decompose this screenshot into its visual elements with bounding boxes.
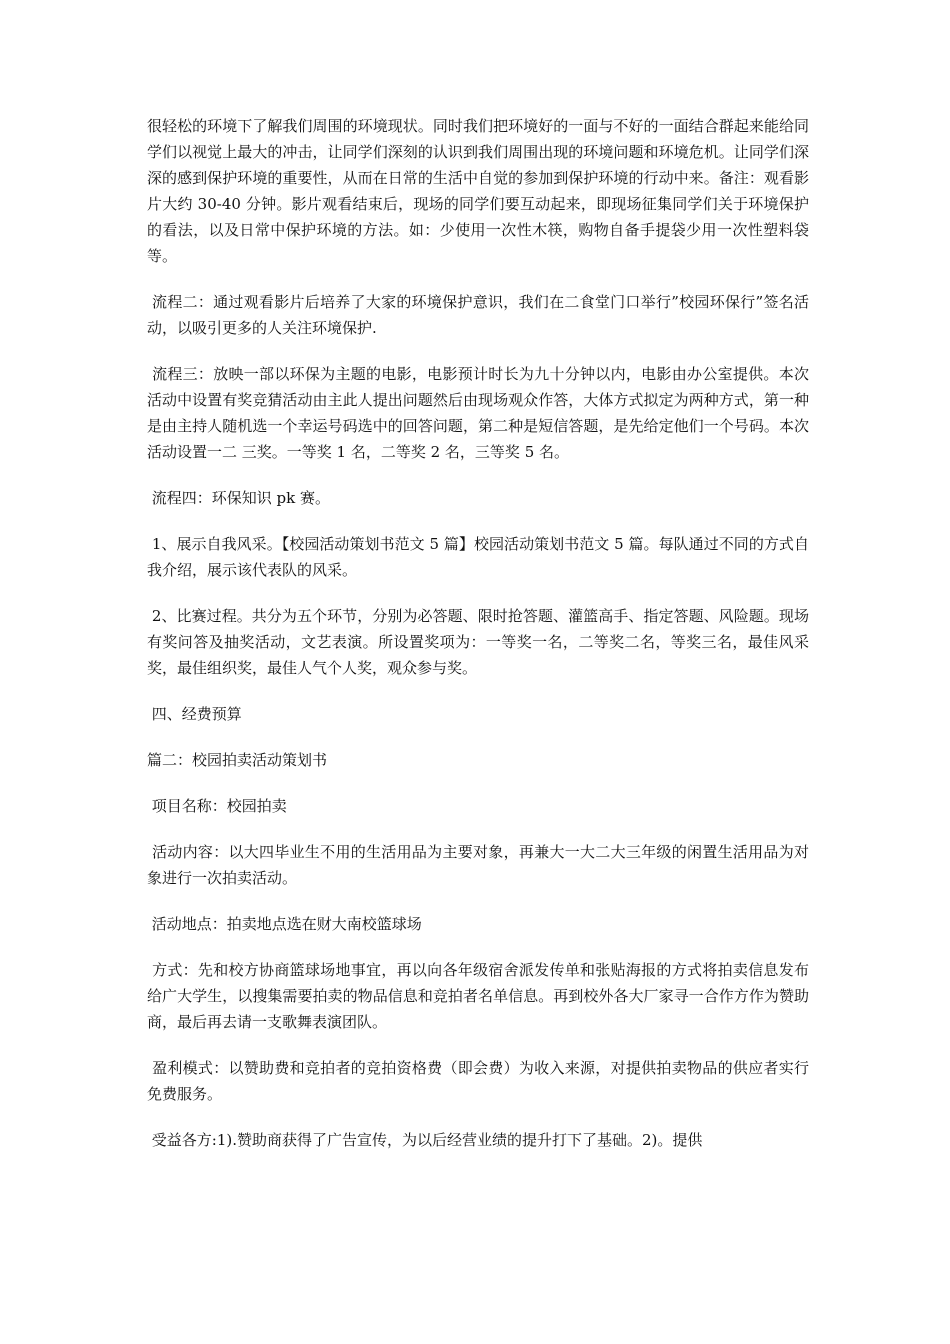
paragraph-process-two: 流程二：通过观看影片后培养了大家的环境保护意识，我们在二食堂门口举行”校园环保行”签名活动，以吸引更多的人关注环境保护. <box>147 293 809 337</box>
paragraph-intro-continued: 很轻松的环境下了解我们周围的环境现状。同时我们把环境好的一面与不好的一面结合群起来能给同学们以视觉上最大的冲击，让同学们深刻的认识到我们周围出现的环境问题和环境危机。让同学们深深的感到保护环境的重要性，从而在日常的生活中自觉的参加到保护环境的行动中来。备注：观看影片大约 30-40 分钟。影片观看结束后，现场的同学们要互动起来，即现场征集同学们关于环境保护的看法，以及日常中保护环境的方法。如：少使用一次性木筷，购物自备手提袋少用一次性塑料袋等。 <box>147 117 809 265</box>
paragraph-method: 方式：先和校方协商篮球场地事宜，再以向各年级宿舍派发传单和张贴海报的方式将拍卖信息发布给广大学生，以搜集需要拍卖的物品信息和竞拍者名单信息。再到校外各大厂家寻一合作方作为赞助商，最后再去请一支歌舞表演团队。 <box>147 961 809 1031</box>
paragraph-process-three: 流程三：放映一部以环保为主题的电影，电影预计时长为九十分钟以内，电影由办公室提供。本次活动中设置有奖竞猜活动由主此人提出问题然后由现场观众作答，大体方式拟定为两种方式，第一种是由主持人随机选一个幸运号码选中的回答问题，第二种是短信答题，是先给定他们一个号码。本次活动设置一二 三奖。一等奖 1 名，二等奖 2 名，三等奖 5 名。 <box>147 365 809 461</box>
paragraph-item-one: 1、展示自我风采。【校园活动策划书范文 5 篇】校园活动策划书范文 5 篇。每队通过不同的方式自我介绍，展示该代表队的风采。 <box>147 535 809 579</box>
paragraph-process-four: 流程四：环保知识 pk 赛。 <box>147 489 331 507</box>
paragraph-beneficiaries: 受益各方:1).赞助商获得了广告宣传，为以后经营业绩的提升打下了基础。2)。提供 <box>147 1131 703 1149</box>
chapter-heading-auction: 篇二：校园拍卖活动策划书 <box>147 751 328 769</box>
paragraph-activity-location: 活动地点：拍卖地点选在财大南校篮球场 <box>147 915 422 933</box>
section-heading-budget: 四、经费预算 <box>147 705 242 723</box>
document-page <box>147 113 809 1173</box>
paragraph-profit-model: 盈利模式：以赞助费和竞拍者的竞拍资格费（即会费）为收入来源，对提供拍卖物品的供应者实行免费服务。 <box>147 1059 809 1103</box>
paragraph-activity-content: 活动内容：以大四毕业生不用的生活用品为主要对象，再兼大一大二大三年级的闲置生活用品为对象进行一次拍卖活动。 <box>147 843 809 887</box>
paragraph-item-two: 2、比赛过程。共分为五个环节，分别为必答题、限时抢答题、灌篮高手、指定答题、风险题。现场有奖问答及抽奖活动，文艺表演。所设置奖项为：一等奖一名，二等奖二名，等奖三名，最佳风采奖，最佳组织奖，最佳人气个人奖，观众参与奖。 <box>147 607 809 677</box>
paragraph-project-name: 项目名称：校园拍卖 <box>147 797 287 815</box>
